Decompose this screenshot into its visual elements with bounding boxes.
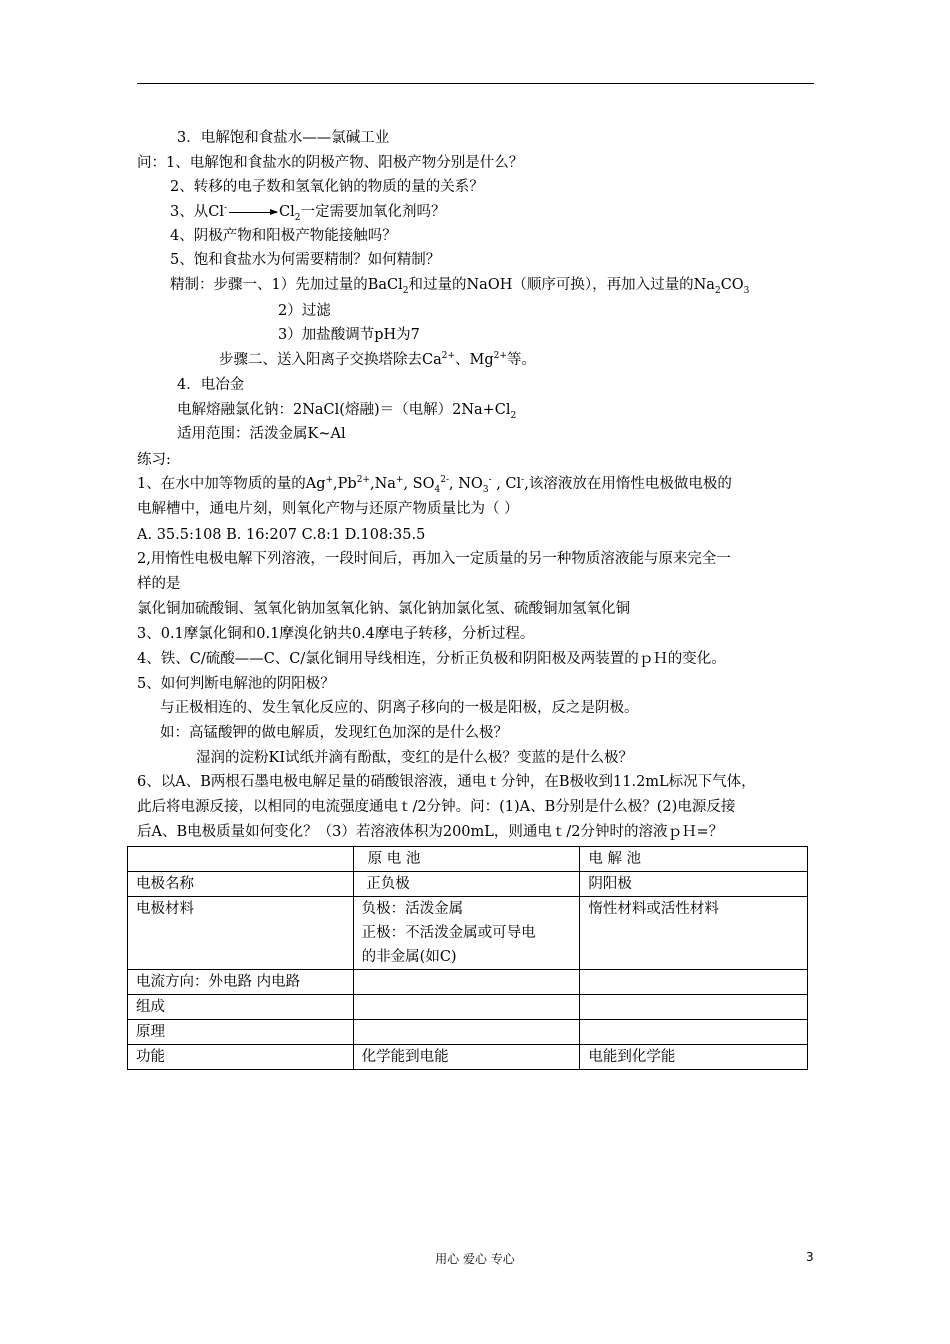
exercise-6-line1: 6、以A、B两根石墨电极电解足量的硝酸银溶液，通电ｔ分钟，在B极收到11.2mL标况下气体， xyxy=(137,774,756,790)
exercise-6-line2: 此后将电源反接，以相同的电流强度通电ｔ/2分钟。问：(1)A、B分别是什么极？(2)电源反接 xyxy=(137,799,736,815)
refine-step-filter: 2）过滤 xyxy=(278,303,331,319)
exercise-6-line3: 后A、B电极质量如何变化？（3）若溶液体积为200mL，则通电ｔ/2分钟时的溶液ｐＨ=？ xyxy=(137,824,724,840)
electrolytic-cell xyxy=(580,970,808,995)
row-label: 电极名称 xyxy=(128,872,354,897)
refine-step-1: 精制：步骤一、1）先加过量的BaCl$_2$和过量的NaOH（顺序可换），再加入过量的$Na_2CO_3$ xyxy=(170,277,750,296)
refine-step-acid: 3）加盐酸调节pH为7 xyxy=(278,327,420,343)
exercise-4: 4、铁、C/硫酸——C、C/氯化铜用导线相连，分析正负极和阴阳极及两装置的ｐＨ的变化。 xyxy=(137,651,726,667)
table-row xyxy=(128,1020,808,1045)
question-2: 2、转移的电子数和氢氧化钠的物质的量的关系？ xyxy=(170,179,484,195)
exercise-1-options: A. 35.5:108 B. 16:207 C.8:1 D.108:35.5 xyxy=(137,527,426,543)
exercise-1-line2: 电解槽中，通电片刻，则氧化产物与还原产物质量比为（ ） xyxy=(137,501,519,517)
scope-text: 适用范围：活泼金属K~Al xyxy=(177,426,346,442)
exercise-2-line3: 氯化铜加硫酸铜、氢氧化钠加氢氧化钠、氯化钠加氯化氢、硫酸铜加氢氧化铜 xyxy=(137,601,630,617)
table-header-galvanic: 原 电 池 xyxy=(353,847,580,872)
galvanic-cell xyxy=(353,1020,580,1045)
table-row xyxy=(128,897,808,970)
exercise-2-line2: 样的是 xyxy=(137,576,181,592)
page-number: 3 xyxy=(806,1250,814,1264)
exercise-5-example-1: 如：高锰酸钾的做电解质，发现红色加深的是什么极？ xyxy=(160,725,508,741)
table-header-empty xyxy=(128,847,354,872)
question-3: 3、从Cl- $Cl_2$一定需要加氧化剂吗？ xyxy=(170,203,446,223)
exercise-5-answer: 与正极相连的、发生氧化反应的、阴离子移向的一极是阳极，反之是阴极。 xyxy=(160,700,639,716)
exercise-3: 3、0.1摩氯化铜和0.1摩溴化钠共0.4摩电子转移，分析过程。 xyxy=(137,626,535,642)
galvanic-cell: 正负极 xyxy=(353,872,580,897)
galvanic-cell-multiline: 负极：活泼金属 正极：不活泼金属或可导电 的非金属(如C) xyxy=(353,897,580,970)
row-label: 电流方向：外电路 内电路 xyxy=(128,970,354,995)
exercise-2-line1: 2,用惰性电极电解下列溶液，一段时间后，再加入一定质量的另一种物质溶液能与原来完全一 xyxy=(137,551,731,567)
row-label: 功能 xyxy=(128,1045,354,1070)
electrolysis-equation: 电解熔融氯化钠：2NaCl(熔融)＝（电解）$2Na+Cl_2$ xyxy=(177,402,517,421)
galvanic-cell xyxy=(353,970,580,995)
section4-heading: 4．电冶金 xyxy=(177,377,245,393)
row-label: 原理 xyxy=(128,1020,354,1045)
arrow-icon xyxy=(229,212,277,213)
electrolytic-cell: 阴阳极 xyxy=(580,872,808,897)
row-label: 组成 xyxy=(128,995,354,1020)
table-row xyxy=(128,970,808,995)
header-rule xyxy=(137,83,814,84)
exercise-1-line1: 1、在水中加等物质的量的$Ag^+,Pb^{2+},Na^+$, $SO_4^{2-}$, $NO_3^-$ , Cl-,该溶液放在用惰性电极做电极的 xyxy=(137,475,732,495)
galvanic-cell: 化学能到电能 xyxy=(353,1045,580,1070)
electrolytic-cell xyxy=(580,995,808,1020)
electrolytic-cell: 电能到化学能 xyxy=(580,1045,808,1070)
exercises-heading: 练习: xyxy=(137,452,171,468)
table-header-row xyxy=(128,847,808,872)
table-header-electrolytic: 电 解 池 xyxy=(580,847,808,872)
table-row xyxy=(128,872,808,897)
section3-heading: 3．电解饱和食盐水——氯碱工业 xyxy=(177,130,390,146)
footer-motto: 用心 爱心 专心 xyxy=(435,1252,515,1266)
exercise-5-example-2: 湿润的淀粉KI试纸并滴有酚酞，变红的是什么极？变蓝的是什么极？ xyxy=(196,750,634,766)
question-5: 5、饱和食盐水为何需要精制？如何精制？ xyxy=(170,252,441,268)
table-row xyxy=(128,1045,808,1070)
electrolytic-cell: 惰性材料或活性材料 xyxy=(580,897,808,970)
question-4: 4、阴极产物和阳极产物能接触吗？ xyxy=(170,228,397,244)
row-label: 电极材料 xyxy=(128,897,354,970)
comparison-table xyxy=(127,846,808,1070)
table-row xyxy=(128,995,808,1020)
exercise-5: 5、如何判断电解池的阴阳极？ xyxy=(137,676,335,692)
question-1: 问：1、电解饱和食盐水的阴极产物、阳极产物分别是什么？ xyxy=(137,155,524,171)
refine-step-2: 步骤二、送入阳离子交换塔除去$Ca^{2+}$、$Mg^{2+}$等。 xyxy=(219,351,536,368)
electrolytic-cell xyxy=(580,1020,808,1045)
galvanic-cell xyxy=(353,995,580,1020)
